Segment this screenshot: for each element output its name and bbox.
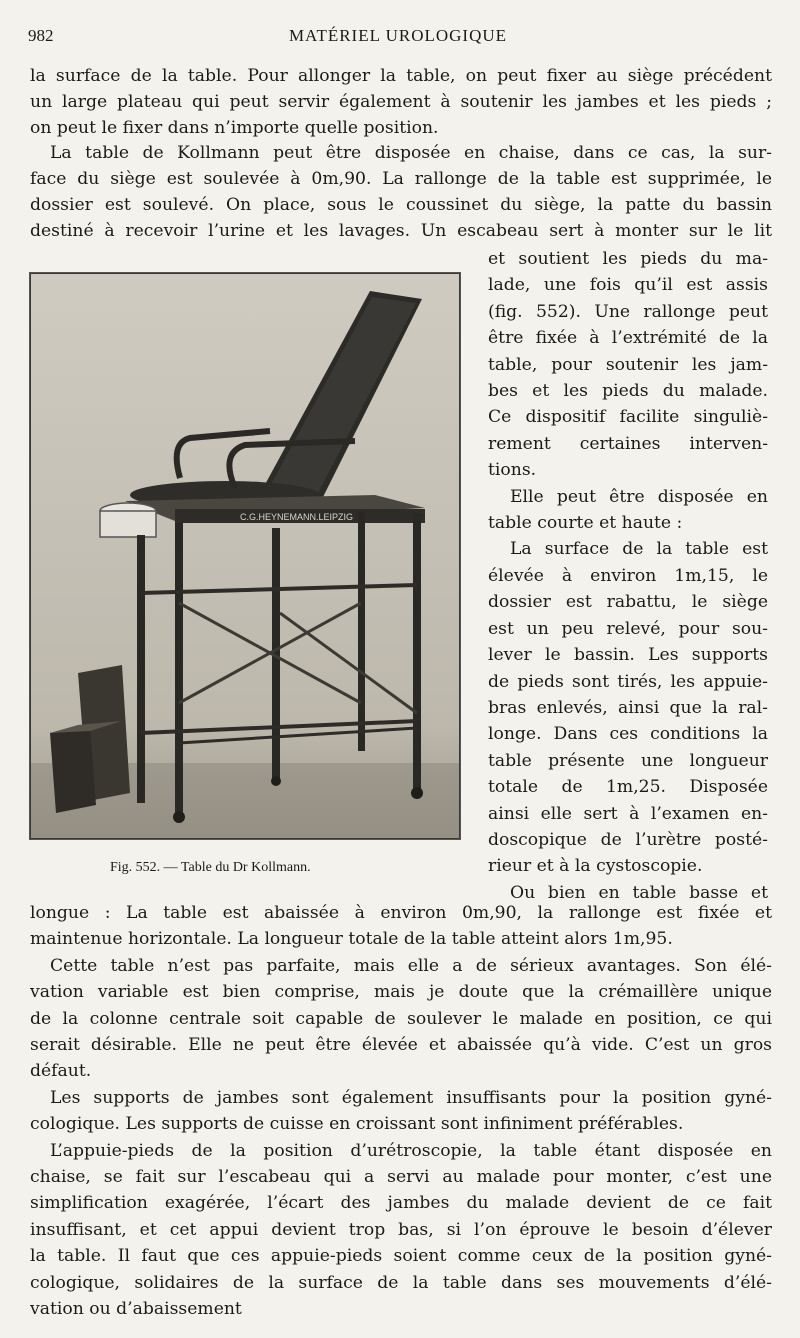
text-line: vation variable est bien comprise, mais je doute que la crémaillère unique (30, 982, 772, 1003)
page-header (28, 26, 768, 52)
page-number: 982 (28, 26, 54, 45)
text-line: La table de Kollmann peut être disposée en chaise, dans ce cas, la sur- (50, 143, 772, 164)
text-line: bes et les pieds du malade. (488, 381, 768, 402)
text-line: un large plateau qui peut servir également à soutenir les jambes et les pieds ; (30, 91, 772, 112)
text-line: la surface de la table. Pour allonger la table, on peut fixer au siège précédent (30, 66, 772, 86)
text-line: bras enlevés, ainsi que la ral- (488, 697, 768, 718)
text-line: dossier est soulevé. On place, sous le coussinet du siège, la patte du bassin (30, 194, 772, 215)
text-line: dossier est rabattu, le siège (488, 592, 768, 613)
text-line: maintenue horizontale. La longueur totale de la table atteint alors 1m,95. (30, 929, 673, 950)
text-line: Ce dispositif facilite singuliè- (488, 407, 768, 428)
text-line: rieur et à la cystoscopie. (488, 856, 703, 877)
text-line: doscopique de l’urètre posté- (488, 829, 768, 850)
text-line: cologique, solidaires de la surface de la table dans ses mouvements d’élé- (30, 1272, 772, 1293)
examination-table-illustration (30, 273, 460, 839)
text-line: table courte et haute : (488, 513, 683, 534)
text-line: de pieds sont tirés, les appuie- (488, 671, 768, 692)
text-line: simplification exagérée, l’écart des jambes du malade devient de ce fait (30, 1193, 772, 1214)
text-line: Ou bien en table basse et (510, 882, 768, 903)
text-line: de la colonne centrale soit capable de soulever le malade en position, ce qui (30, 1008, 772, 1029)
text-line: rement certaines interven- (488, 433, 768, 454)
text-line: L’appuie-pieds de la position d’urétroscopie, la table étant disposée en (50, 1140, 772, 1161)
text-line: (fig. 552). Une rallonge peut (488, 301, 768, 322)
text-line: est un peu relevé, pour sou- (488, 618, 768, 639)
text-line: on peut le fixer dans n’importe quelle position. (30, 117, 439, 138)
text-line: Les supports de jambes sont également insuffisants pour la position gyné- (50, 1087, 772, 1108)
running-title: MATÉRIEL UROLOGIQUE (288, 26, 508, 45)
text-line: totale de 1m,25. Disposée (488, 777, 768, 798)
text-line: cologique. Les supports de cuisse en croissant sont infiniment préférables. (30, 1114, 684, 1135)
figure-caption: Fig. 552. — Table du Dr Kollmann. (110, 860, 311, 875)
text-line: et soutient les pieds du ma- (488, 249, 768, 269)
text-line: serait désirable. Elle ne peut être élevée et abaissée qu’à vide. C’est un gros (30, 1035, 772, 1056)
text-line: défaut. (30, 1061, 92, 1082)
text-line: chaise, se fait sur l’escabeau qui a servi au malade pour monter, c’est une (30, 1167, 772, 1188)
text-line: insuffisant, et cet appui devient trop bas, si l’on éprouve le besoin d’élever (30, 1219, 772, 1240)
text-line: table présente une longueur (488, 750, 768, 771)
text-line: longe. Dans ces conditions la (488, 724, 768, 745)
text-line: la table. Il faut que ces appuie-pieds soient comme ceux de la position gyné- (30, 1246, 772, 1267)
text-line: lade, une fois qu’il est assis (488, 275, 768, 296)
text-line: La surface de la table est (510, 539, 768, 560)
text-line: Elle peut être disposée en (510, 486, 768, 507)
text-line: vation ou d’abaissement (30, 1299, 242, 1320)
text-line: lever le bassin. Les supports (488, 645, 768, 666)
side-column-text (488, 246, 768, 906)
text-line: destiné à recevoir l’urine et les lavages. Un escabeau sert à monter sur le lit (30, 220, 772, 241)
maker-plate: C.G.HEYNEMANN.LEIPZIG (240, 512, 354, 522)
text-line: ainsi elle sert à l’examen en- (488, 803, 768, 824)
lower-paragraphs (30, 900, 772, 1323)
text-line: être fixée à l’extrémité de la (488, 328, 768, 349)
text-line: tions. (488, 460, 537, 481)
text-line: face du siège est soulevée à 0m,90. La rallonge de la table est supprimée, le (30, 169, 772, 190)
text-line: élevée à environ 1m,15, le (488, 565, 768, 586)
text-line: table, pour soutenir les jam- (488, 354, 768, 375)
text-line: longue : La table est abaissée à environ 0m,90, la rallonge est fixée et (30, 903, 772, 923)
text-line: Cette table n’est pas parfaite, mais elle a de sérieux avantages. Son élé- (50, 955, 772, 976)
figure-kollmann-table (29, 272, 461, 840)
top-paragraphs (30, 64, 772, 245)
